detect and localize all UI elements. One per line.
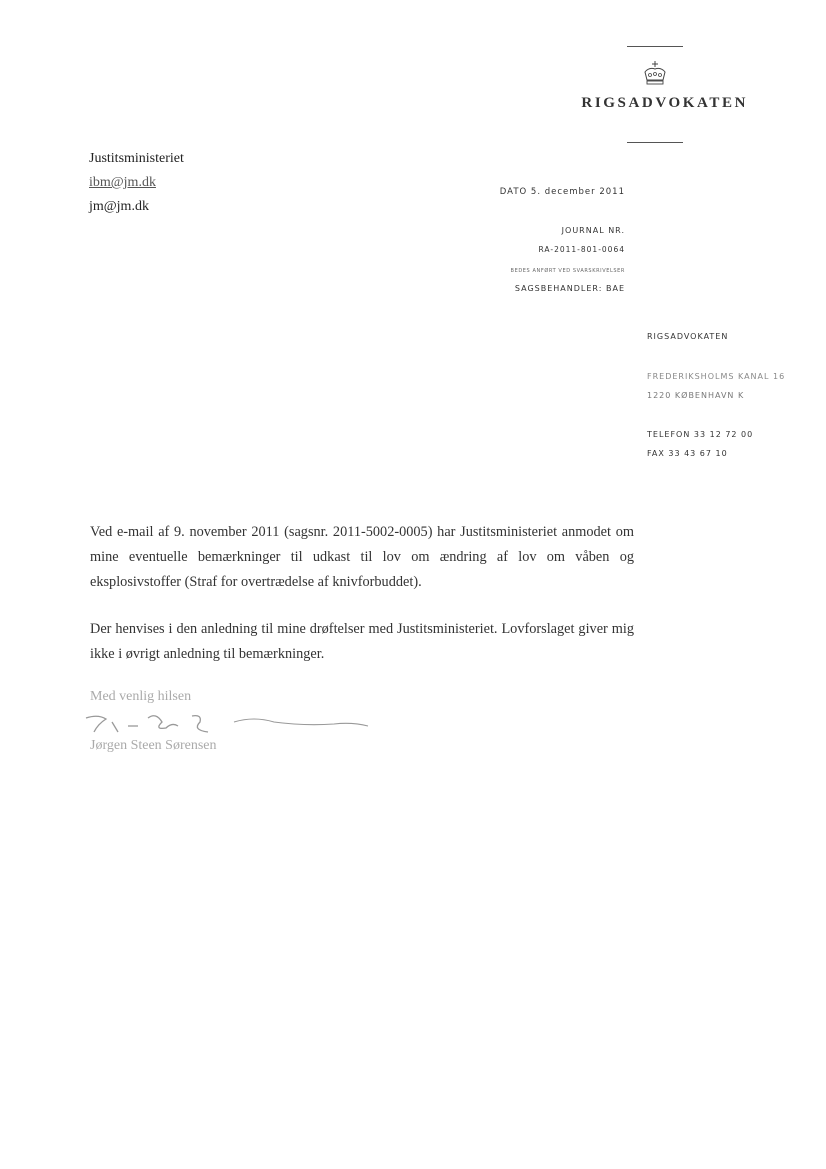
case-officer: SAGSBEHANDLER: BAE [514, 284, 625, 293]
sidebar-street: FREDERIKSHOLMS KANAL 16 [647, 372, 786, 381]
body-paragraph-1: Ved e-mail af 9. november 2011 (sagsnr. 2011-5002-0005) har Justitsministeriet anmodet om mine eventuelle bemærkninger til udkast til lov om ændring af lov om våben og eksplosivstoffer (Straf for overtrædelse af knivforbuddet). [90, 524, 634, 590]
signer-name: Jørgen Steen Sørensen [90, 738, 217, 753]
letterhead-bottom-rule [627, 142, 683, 143]
letter-date: DATO 5. december 2011 [499, 187, 625, 197]
closing-greeting: Med venlig hilsen [90, 689, 192, 704]
journal-number: RA-2011-801-0064 [538, 245, 625, 254]
journal-label: JOURNAL NR. [561, 226, 625, 235]
recipient-email-1: ibm@jm.dk [89, 175, 156, 190]
sidebar-city: 1220 KØBENHAVN K [647, 391, 745, 400]
recipient-block [89, 147, 184, 219]
recipient-email-2: jm@jm.dk [89, 199, 149, 214]
sidebar-org: RIGSADVOKATEN [647, 332, 729, 341]
sidebar-fax: FAX 33 43 67 10 [647, 449, 728, 458]
sidebar-phone: TELEFON 33 12 72 00 [647, 430, 754, 439]
body-paragraph-2: Der henvises i den anledning til mine drøftelser med Justitsministeriet. Lovforslaget giver mig ikke i øvrigt anledning til bemærkninger. [90, 621, 634, 662]
recipient-name: Justitsministeriet [89, 151, 184, 166]
crown-logo-icon [640, 60, 670, 88]
letterhead-top-rule [627, 46, 683, 47]
letterhead-title: RIGSADVOKATEN [581, 95, 748, 111]
reply-note: BEDES ANFØRT VED SVARSKRIVELSER [510, 268, 625, 274]
